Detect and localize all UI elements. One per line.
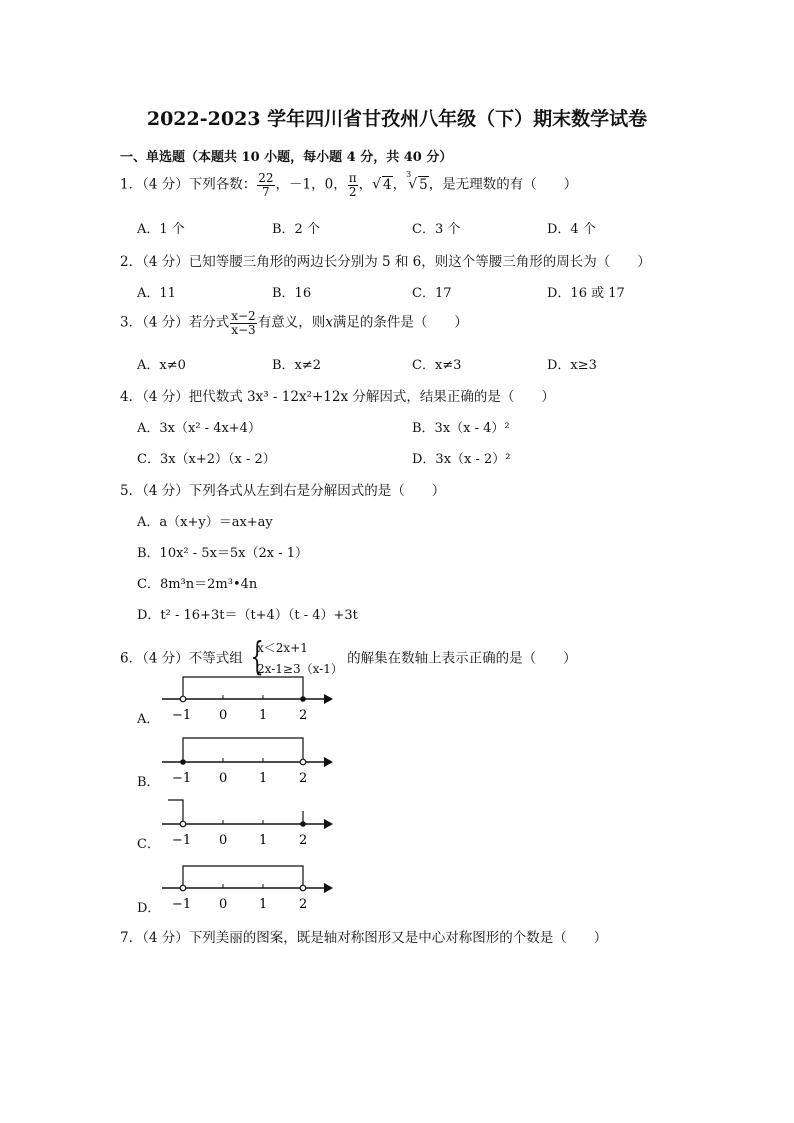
q1-option-b: B．2 个 bbox=[272, 222, 320, 237]
q3-option-d: D．x≥3 bbox=[547, 358, 597, 373]
number-line-c bbox=[160, 797, 340, 849]
q1-mid: ，－1，0， bbox=[275, 176, 347, 193]
sqrt-4: 4 bbox=[383, 176, 392, 193]
q1-prefix: 1．（4 分）下列各数： bbox=[120, 176, 257, 193]
question-5: 5．（4 分）下列各式从左到右是分解因式的是（ ） bbox=[120, 483, 446, 499]
q6-option-d-label: D． bbox=[137, 901, 161, 916]
q4-option-c: C．3x（x+2）（x - 2） bbox=[137, 452, 276, 467]
q6-option-a-label: A． bbox=[137, 712, 160, 727]
inequality-1: x＜2x+1 bbox=[257, 641, 308, 655]
q1-frac1-num: 22 bbox=[258, 171, 274, 185]
q4-option-b: B．3x（x - 4）² bbox=[412, 421, 510, 436]
question-1: 1．（4 分）下列各数： $\frac{22}{7}$ ，－1，0， $\frac{\pi}{2}$ ，√ 4，$^3$√ 5，是无理数的有（ ） bbox=[120, 170, 578, 199]
tick-label: 1 bbox=[259, 771, 268, 786]
q2-option-d: D．16 或 17 bbox=[547, 286, 625, 301]
q3-var: x bbox=[325, 314, 333, 331]
tick-label: 0 bbox=[219, 708, 228, 723]
q1-suffix: ，是无理数的有（ ） bbox=[428, 176, 578, 193]
tick-label: 2 bbox=[299, 708, 308, 723]
number-line-b bbox=[160, 735, 340, 787]
q3-frac-den: x−3 bbox=[231, 322, 256, 337]
tick-label: −1 bbox=[172, 833, 192, 848]
q5-option-c: C．8m³n＝2m³•4n bbox=[137, 577, 258, 592]
section-heading: 一、单选题（本题共 10 小题，每小题 4 分，共 40 分） bbox=[120, 150, 453, 165]
fraction-22-7 bbox=[257, 172, 274, 198]
q5-option-d: D．t² - 16+3t＝（t+4）（t - 4）+3t bbox=[137, 608, 358, 623]
sqrt-symbol: √ bbox=[372, 176, 382, 193]
inequality-2: 2x-1≥3（x-1） bbox=[257, 662, 343, 676]
cbrt-index: 3 bbox=[406, 170, 412, 179]
page-title: 2022-2023 学年四川省甘孜州八年级（下）期末数学试卷 bbox=[146, 108, 648, 130]
q1-option-c: C．3 个 bbox=[412, 222, 461, 237]
q4-option-d: D．3x（x - 2）² bbox=[412, 452, 511, 467]
question-2: 2．（4 分）已知等腰三角形的两边长分别为 5 和 6，则这个等腰三角形的周长为（ ） bbox=[120, 254, 651, 270]
cbrt-symbol: √ bbox=[408, 176, 418, 193]
q1-frac2-num: π bbox=[348, 171, 357, 185]
tick-label: 2 bbox=[299, 833, 308, 848]
q1-frac1-den: 7 bbox=[262, 184, 270, 199]
tick-label: 1 bbox=[259, 708, 268, 723]
q4-option-a: A．3x（x² - 4x+4） bbox=[137, 421, 261, 436]
tick-label: 1 bbox=[259, 833, 268, 848]
q3-suffix1: 有意义，则 bbox=[257, 314, 326, 331]
number-line-d bbox=[160, 861, 340, 913]
q5-option-a: A．a（x+y）＝ax+ay bbox=[137, 515, 273, 530]
q6-option-b-label: B． bbox=[137, 775, 160, 790]
q6-option-c-label: C． bbox=[137, 837, 160, 852]
tick-label: 2 bbox=[299, 771, 308, 786]
tick-label: 0 bbox=[219, 833, 228, 848]
q2-option-b: B．16 bbox=[272, 286, 312, 301]
tick-label: 2 bbox=[299, 897, 308, 912]
q1-option-d: D．4 个 bbox=[547, 222, 596, 237]
q5-option-b: B．10x² - 5x＝5x（2x - 1） bbox=[137, 546, 309, 561]
q1-option-a: A．1 个 bbox=[137, 222, 185, 237]
q3-prefix: 3．（4 分）若分式 bbox=[120, 314, 230, 331]
fraction-x bbox=[230, 310, 256, 336]
q3-frac-num: x−2 bbox=[231, 309, 256, 323]
q3-suffix2: 满足的条件是（ ） bbox=[332, 314, 468, 331]
question-4: 4．（4 分）把代数式 3x³ - 12x²+12x 分解因式，结果正确的是（ ） bbox=[120, 389, 555, 405]
tick-label: −1 bbox=[172, 771, 192, 786]
number-line-a bbox=[160, 672, 340, 724]
q3-option-b: B．x≠2 bbox=[272, 358, 322, 373]
q3-option-c: C．x≠3 bbox=[412, 358, 462, 373]
cbrt-5: 5 bbox=[419, 176, 428, 193]
tick-label: 1 bbox=[259, 897, 268, 912]
q1-frac2-den: 2 bbox=[348, 184, 357, 199]
question-7: 7．（4 分）下列美丽的图案，既是轴对称图形又是中心对称图形的个数是（ ） bbox=[120, 930, 608, 946]
fraction-pi-2 bbox=[348, 172, 358, 198]
tick-label: 0 bbox=[219, 771, 228, 786]
q2-option-a: A．11 bbox=[137, 286, 176, 301]
q6-prefix: 6．（4 分）不等式组 bbox=[120, 650, 243, 667]
q3-option-a: A．x≠0 bbox=[137, 358, 186, 373]
question-3 bbox=[120, 310, 468, 336]
tick-label: −1 bbox=[172, 708, 192, 723]
q2-option-c: C．17 bbox=[412, 286, 452, 301]
q6-suffix: 的解集在数轴上表示正确的是（ ） bbox=[347, 650, 577, 667]
tick-label: 0 bbox=[219, 897, 228, 912]
brace-icon: { bbox=[250, 634, 264, 678]
tick-label: −1 bbox=[172, 897, 192, 912]
